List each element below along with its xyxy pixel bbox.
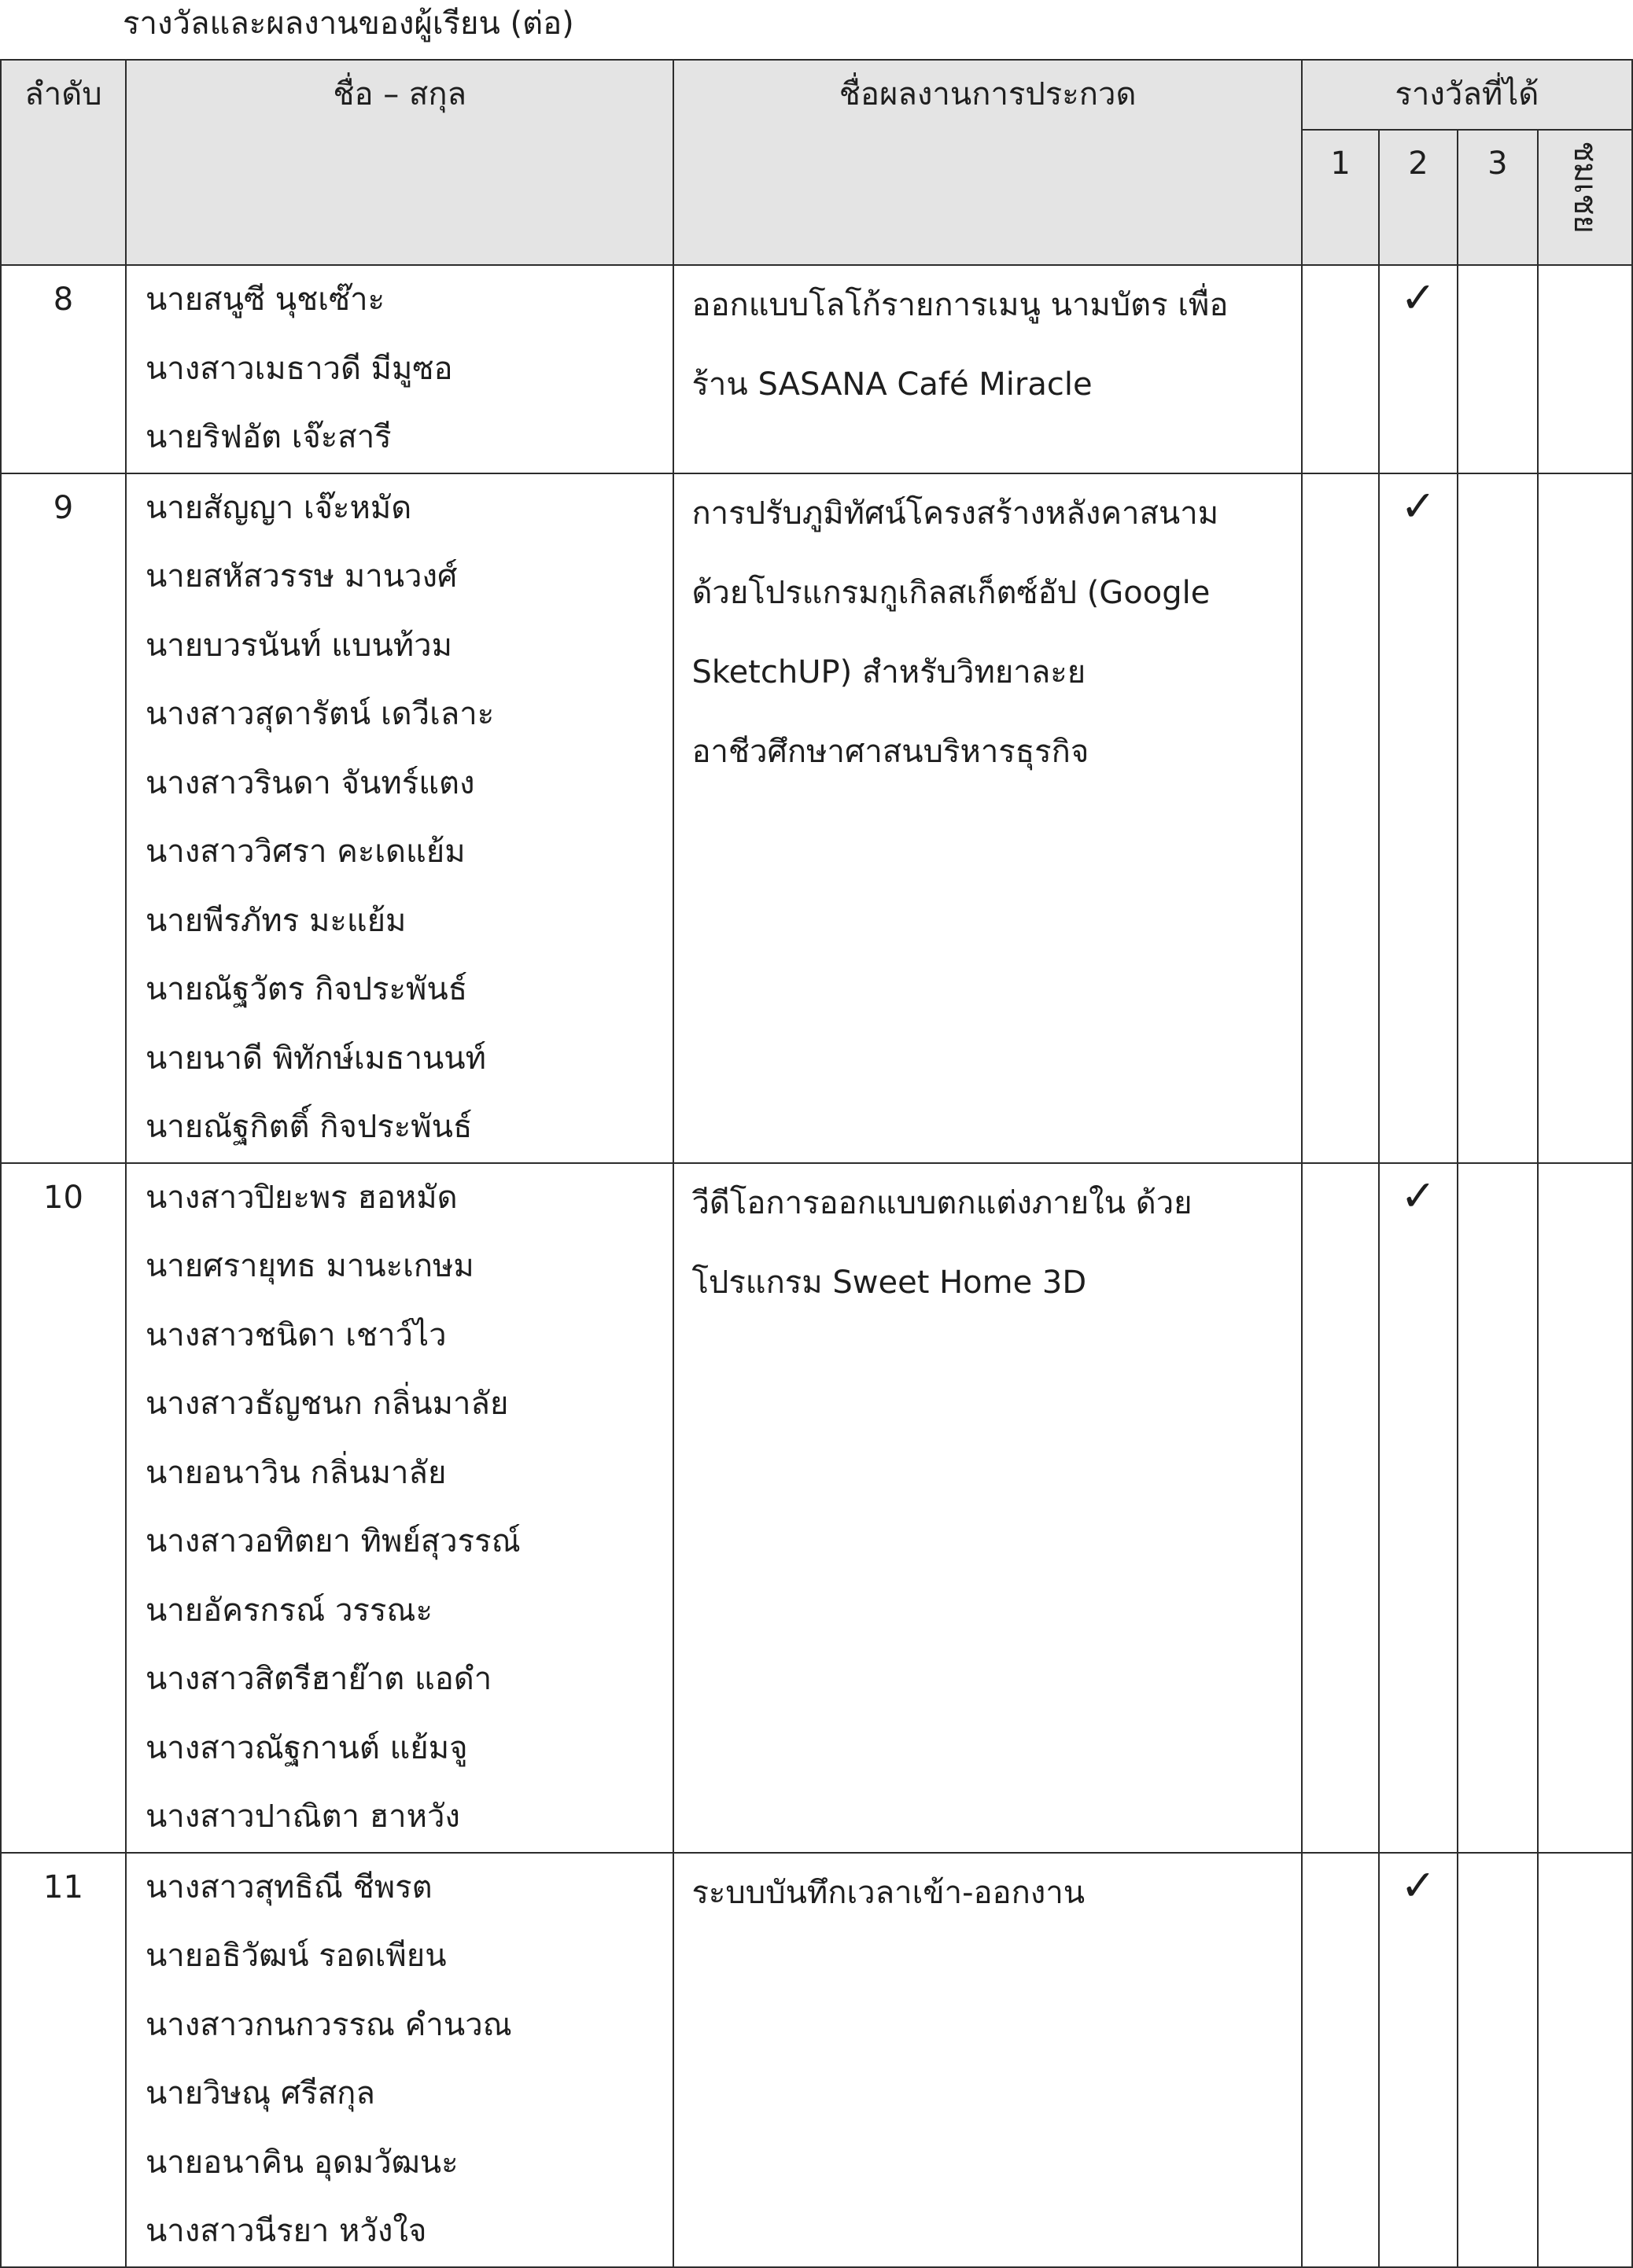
member-name: นายณัฐวัตร กิจประพันธ์ — [145, 971, 468, 1007]
table-body — [1, 265, 1632, 2267]
member-name: นายอธิวัฒน์ รอดเพียน — [145, 1938, 447, 1974]
award-cell-3 — [1458, 1853, 1539, 2267]
work-title-line: อาชีวศึกษาศาสนบริหารธุรกิจ — [691, 733, 1089, 770]
member-name: นายณัฐกิตติ์ กิจประพันธ์ — [145, 1109, 473, 1145]
table-row — [1, 265, 1632, 473]
work-title-line: ด้วยโปรแกรมกูเกิลสเก็ตซ์อัป (Google — [691, 574, 1211, 611]
header-award-3: 3 — [1458, 130, 1539, 265]
table-header — [1, 60, 1632, 265]
member-names — [126, 473, 674, 1163]
member-names — [126, 265, 674, 473]
award-cell-3 — [1458, 473, 1539, 1163]
member-name: นายพีรภัทร มะแย้ม — [145, 902, 407, 939]
table-row — [1, 473, 1632, 1163]
award-cell-1 — [1302, 473, 1380, 1163]
award-cell-4 — [1538, 265, 1632, 473]
award-cell-1 — [1302, 265, 1380, 473]
header-award-honorable-label: ชมเชย — [1567, 141, 1604, 234]
award-cell-3 — [1458, 1163, 1539, 1853]
row-number: 9 — [1, 473, 126, 1163]
member-name: นางสาวอทิตยา ทิพย์สุวรรณ์ — [145, 1523, 521, 1559]
award-cell-2 — [1379, 265, 1457, 473]
award-cell-4 — [1538, 1853, 1632, 2267]
work-title-line: โปรแกรม Sweet Home 3D — [691, 1264, 1087, 1301]
award-cell-3 — [1458, 265, 1539, 473]
member-name: นางสาวปาณิตา ฮาหวัง — [145, 1799, 460, 1835]
member-name: นางสาวสิตรีฮาย๊าต แอดำ — [145, 1661, 492, 1697]
member-name: นายอนาคิน อุดมวัฒนะ — [145, 2144, 459, 2181]
work-title-line: วีดีโอการออกแบบตกแต่งภายใน ด้วย — [691, 1184, 1192, 1221]
header-award-1: 1 — [1302, 130, 1380, 265]
checkmark-icon: ✓ — [1400, 1860, 1436, 1910]
work-title-line: ออกแบบโลโก้รายการเมนู นามบัตร เพื่อ — [691, 287, 1229, 323]
member-name: นางสาวชนิดา เชาว์ไว — [145, 1316, 447, 1353]
award-cell-4 — [1538, 473, 1632, 1163]
work-title-line: SketchUP) สำหรับวิทยาละย — [691, 654, 1086, 690]
award-cell-1 — [1302, 1163, 1380, 1853]
header-order: ลำดับ — [1, 60, 126, 265]
header-award-honorable — [1538, 130, 1632, 265]
table-row — [1, 1163, 1632, 1853]
member-name: นายวิษณุ ศรีสกุล — [145, 2075, 375, 2112]
member-name: นายอนาวิน กลิ่นมาลัย — [145, 1454, 447, 1491]
work-title — [673, 1163, 1301, 1853]
member-name: นายสหัสวรรษ มานวงศ์ — [145, 558, 458, 595]
award-cell-2 — [1379, 1853, 1457, 2267]
award-cell-2 — [1379, 1163, 1457, 1853]
header-work: ชื่อผลงานการประกวด — [673, 60, 1301, 265]
work-title-line: ร้าน SASANA Café Miracle — [691, 366, 1093, 403]
award-cell-2 — [1379, 473, 1457, 1163]
member-name: นายศรายุทธ มานะเกษม — [145, 1248, 474, 1284]
member-name: นางสาวณัฐกานต์ แย้มจู — [145, 1729, 468, 1766]
member-name: นายบวรนันท์ แบนท้วม — [145, 627, 452, 664]
header-award: รางวัลที่ได้ — [1302, 60, 1632, 130]
member-name: นายริฟอัต เจ๊ะสารี — [145, 419, 392, 455]
member-name: นางสาวนีรยา หวังใจ — [145, 2213, 427, 2249]
member-names — [126, 1163, 674, 1853]
row-number: 10 — [1, 1163, 126, 1853]
page-heading: รางวัลและผลงานของผู้เรียน (ต่อ) — [123, 6, 574, 42]
table-row — [1, 1853, 1632, 2267]
member-name: นางสาวรินดา จันทร์แตง — [145, 764, 475, 801]
member-name: นางสาวสุดารัตน์ เดวีเลาะ — [145, 696, 495, 732]
work-title-line: การปรับภูมิทัศน์โครงสร้างหลังคาสนาม — [691, 495, 1219, 532]
header-award-2: 2 — [1379, 130, 1457, 265]
checkmark-icon: ✓ — [1400, 1170, 1436, 1221]
member-name: นางสาวสุทธิณี ชีพรต — [145, 1869, 433, 1905]
member-name: นางสาวธัญชนก กลิ่นมาลัย — [145, 1386, 509, 1422]
member-names — [126, 1853, 674, 2267]
checkmark-icon: ✓ — [1400, 480, 1436, 531]
header-name: ชื่อ – สกุล — [126, 60, 674, 265]
member-name: นายนาดี พิทักษ์เมธานนท์ — [145, 1040, 486, 1077]
member-name: นางสาวปิยะพร ฮอหมัด — [145, 1179, 458, 1216]
award-cell-4 — [1538, 1163, 1632, 1853]
member-name: นางสาววิศรา คะเดแย้ม — [145, 834, 466, 870]
row-number: 8 — [1, 265, 126, 473]
checkmark-icon: ✓ — [1400, 273, 1436, 322]
work-title — [673, 1853, 1301, 2267]
awards-table — [0, 59, 1633, 2268]
member-name: นายสนูซี นุชเซ๊าะ — [145, 282, 385, 318]
award-cell-1 — [1302, 1853, 1380, 2267]
member-name: นางสาวกนกวรรณ คำนวณ — [145, 2006, 512, 2043]
work-title-line: ระบบบันทึกเวลาเข้า-ออกงาน — [691, 1874, 1086, 1911]
row-number: 11 — [1, 1853, 126, 2267]
work-title — [673, 473, 1301, 1163]
member-name: นายสัญญา เจ๊ะหมัด — [145, 489, 412, 526]
member-name: นายอัครกรณ์ วรรณะ — [145, 1592, 433, 1629]
member-name: นางสาวเมธาวดี มีมูซอ — [145, 350, 453, 387]
work-title — [673, 265, 1301, 473]
